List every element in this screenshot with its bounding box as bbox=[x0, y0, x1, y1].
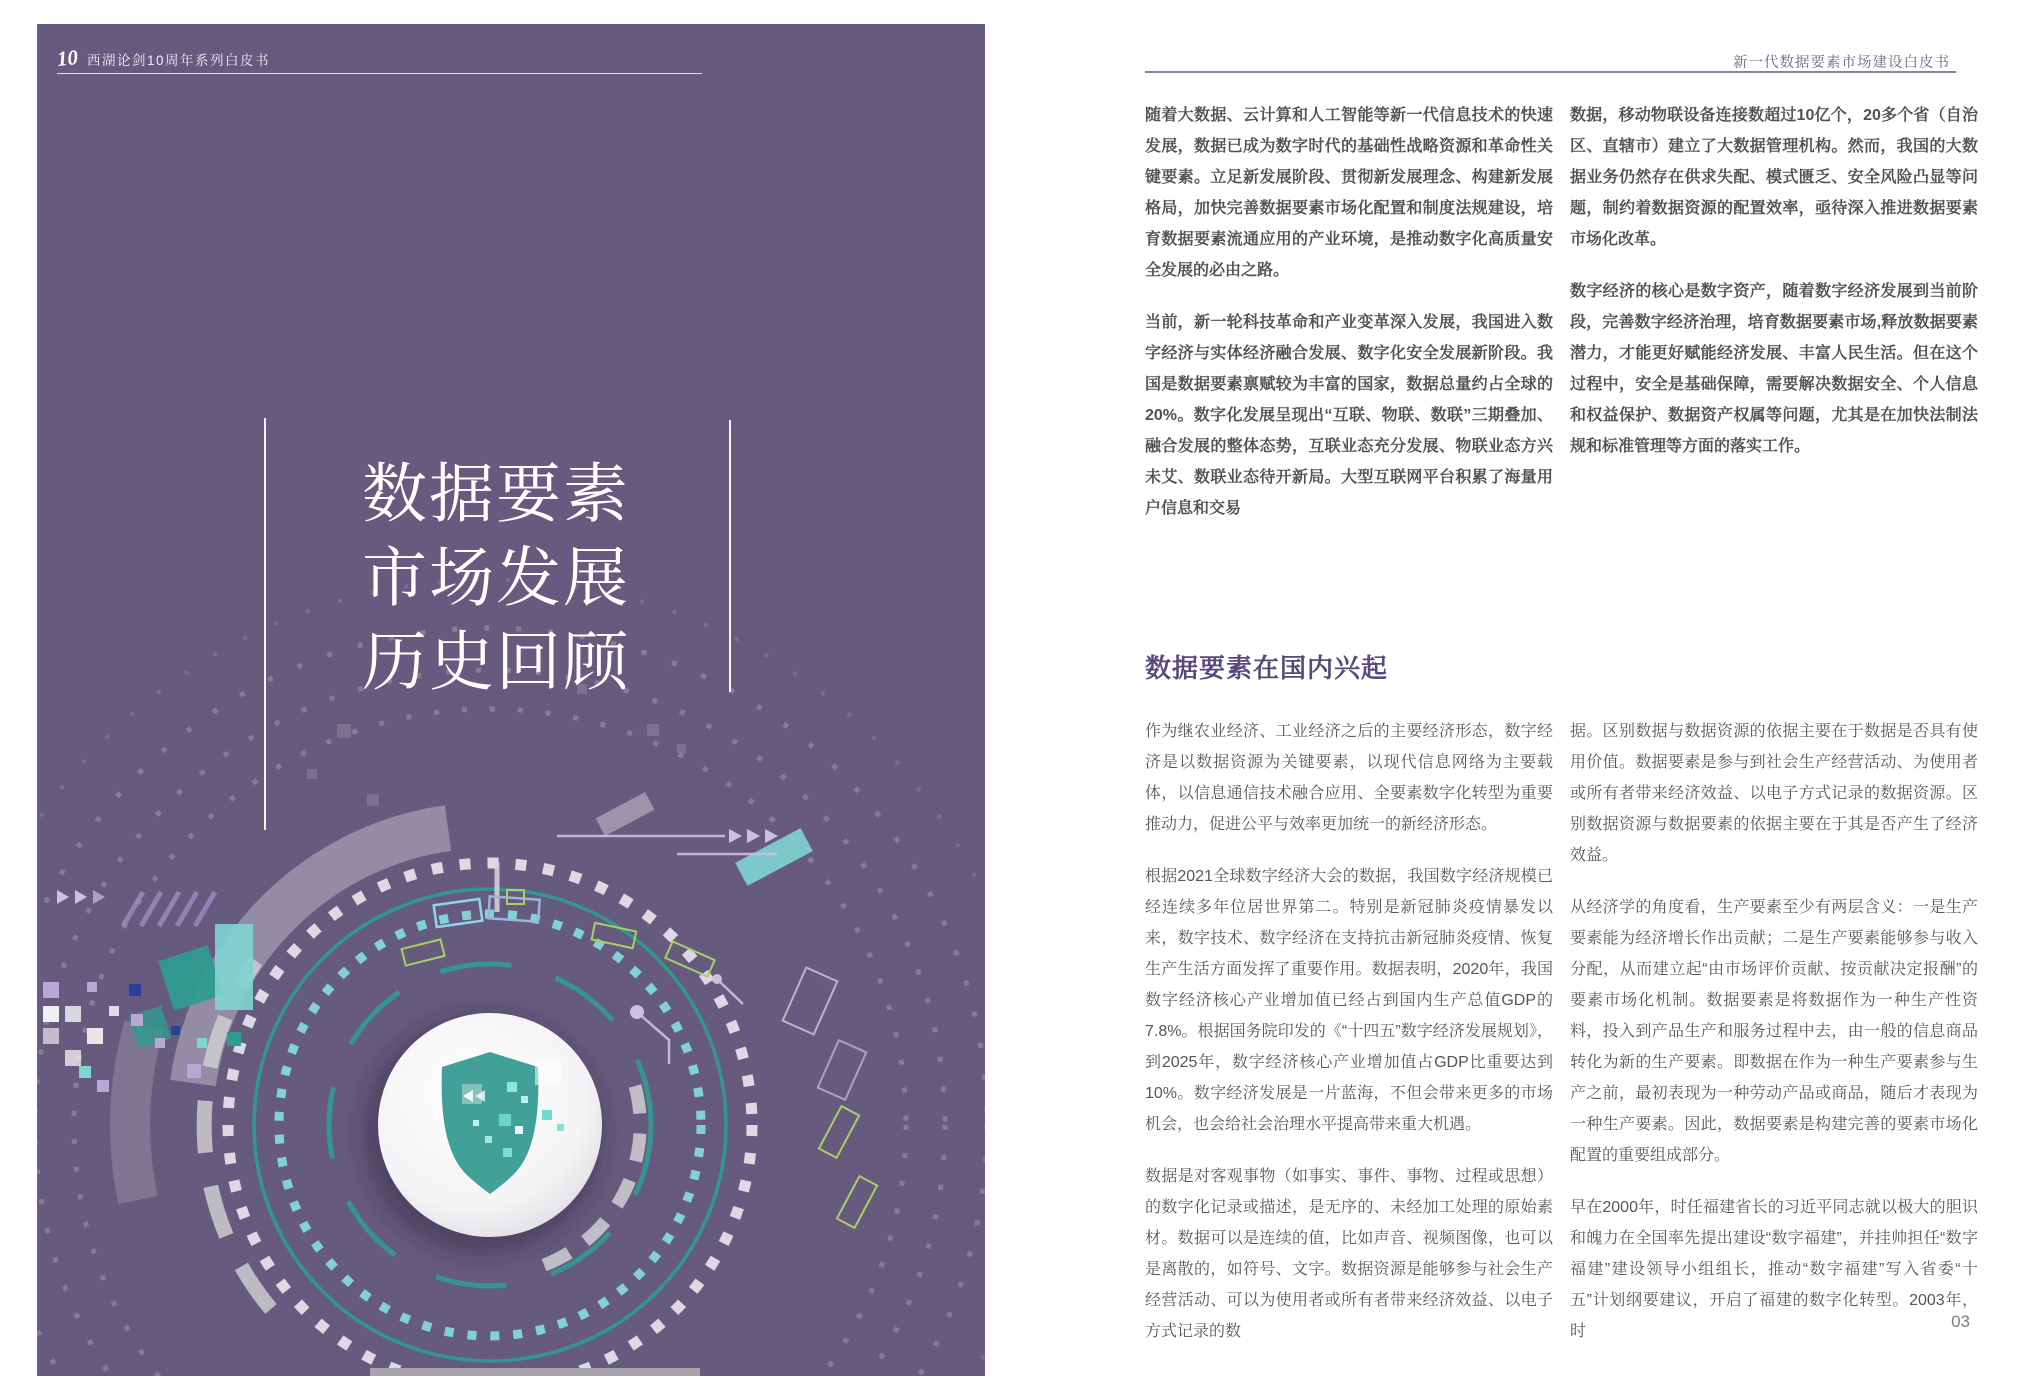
cover-title-line: 市场发展 bbox=[362, 543, 631, 615]
body-paragraph: 根据2021全球数字经济大会的数据，我国数字经济规模已经连续多年位居世界第二。特别是新冠肺炎疫情暴发以来，数字技术、数字经济在支持抗击新冠肺炎疫情、恢复生产生活方面发挥了重要作用。数据表明，2020年，我国数字经济核心产业增加值已经占到国内生产总值GDP的7.8%。根据国务院印发的《“十四五”数字经济发展规划》，到2025年，数字经济核心产业增加值占GDP比重要达到10%。数字经济发展是一片蓝海，不但会带来更多的市场机会，也会给社会治理水平提高带来重大机遇。 bbox=[1145, 868, 1553, 1133]
doc-title: 新一代数据要素市场建设白皮书 bbox=[1733, 55, 1950, 71]
logo-10-icon: 10 bbox=[55, 44, 80, 72]
body-paragraph: 据。区别数据与数据资源的依据主要在于数据是否具有使用价值。数据要素是参与到社会生产经营活动、为使用者或所有者带来经济效益、以电子方式记录的数据资源。区别数据资源与数据要素的依据主要在于其是否产生了经济效益。 bbox=[1570, 723, 1978, 864]
cover-header-rule bbox=[57, 73, 702, 74]
body-paragraph: 作为继农业经济、工业经济之后的主要经济形态，数字经济是以数据资源为关键要素，以现代信息网络为主要载体，以信息通信技术融合应用、全要素数字化转型为重要推动力，促进公平与效率更加统一的新经济形态。 bbox=[1145, 723, 1553, 833]
title-divider-right bbox=[729, 420, 731, 692]
intro-paragraph: 当前，新一轮科技革命和产业变革深入发展，我国进入数字经济与实体经济融合发展、数字化安全发展新阶段。我国是数据要素禀赋较为丰富的国家，数据总量约占全球的20%。数字化发展呈现出“互联、物联、数联”三期叠加、融合发展的整体态势，互联业态充分发展、物联业态方兴未艾、数联业态待开新局。大型互联网平台积累了海量用户信息和交易 bbox=[1145, 314, 1553, 517]
intro-paragraph: 数字经济的核心是数字资产，随着数字经济发展到当前阶段，完善数字经济治理，培育数据要素市场,释放数据要素潜力，才能更好赋能经济发展、丰富人民生活。但在这个过程中，安全是基础保障，需要解决数据安全、个人信息和权益保护、数据资产权属等问题，尤其是在加快法制法规和标准管理等方面的落实工作。 bbox=[1570, 283, 1978, 455]
cover-page bbox=[37, 24, 985, 1376]
section-heading: 数据要素在国内兴起 bbox=[1145, 653, 1389, 683]
cover-title-line: 数据要素 bbox=[362, 459, 631, 531]
intro-paragraph: 数据，移动物联设备连接数超过10亿个，20多个省（自治区、直辖市）建立了大数据管理机构。然而，我国的大数据业务仍然存在供求失配、模式匮乏、安全风险凸显等问题，制约着数据资源的配置效率，亟待深入推进数据要素市场化改革。 bbox=[1570, 107, 1978, 248]
intro-column-right bbox=[1570, 100, 1978, 483]
intro-paragraph: 随着大数据、云计算和人工智能等新一代信息技术的快速发展，数据已成为数字时代的基础性战略资源和革命性关键要素。立足新发展阶段、贯彻新发展理念、构建新发展格局，加快完善数据要素市场化配置和制度法规建设，培育数据要素流通应用的产业环境，是推动数字化高质量安全发展的必由之路。 bbox=[1145, 107, 1553, 279]
title-divider-left bbox=[264, 418, 266, 830]
series-title: 西湖论剑10周年系列白皮书 bbox=[87, 52, 271, 68]
intro-column-left bbox=[1145, 100, 1553, 545]
cover-header bbox=[57, 46, 270, 71]
body-paragraph: 数据是对客观事物（如事实、事件、事物、过程或思想）的数字化记录或描述，是无序的、未经加工处理的原始素材。数据可以是连续的值，比如声音、视频图像，也可以是离散的，如符号、文字。数据资源是能够参与社会生产经营活动、可以为使用者或所有者带来经济效益、以电子方式记录的数 bbox=[1145, 1168, 1553, 1340]
cover-title bbox=[362, 453, 630, 705]
body-paragraph: 从经济学的角度看，生产要素至少有两层含义：一是生产要素能为经济增长作出贡献；二是生产要素能够参与收入分配，从而建立起“由市场评价贡献、按贡献决定报酬”的要素市场化机制。数据要素是将数据作为一种生产性资料，投入到产品生产和服务过程中去，由一般的信息商品转化为新的生产要素。即数据在作为一种生产要素参与生产之前，最初表现为一种劳动产品或商品，随后才表现为一种生产要素。因此，数据要素是构建完善的要素市场化配置的重要组成部分。 bbox=[1570, 899, 1978, 1164]
body-paragraph: 早在2000年，时任福建省长的习近平同志就以极大的胆识和魄力在全国率先提出建设“数字福建”，并挂帅担任“数字福建”建设领导小组组长，推动“数字福建”写入省委“十五”计划纲要建议，开启了福建的数字化转型。2003年，时 bbox=[1570, 1199, 1978, 1340]
section-column-left bbox=[1145, 716, 1553, 1368]
section-column-right bbox=[1570, 716, 1978, 1368]
page-number: 03 bbox=[1951, 1312, 1970, 1331]
header-rule bbox=[1145, 71, 1956, 73]
content-page bbox=[985, 0, 2036, 1376]
cover-title-line: 历史回顾 bbox=[362, 627, 631, 699]
